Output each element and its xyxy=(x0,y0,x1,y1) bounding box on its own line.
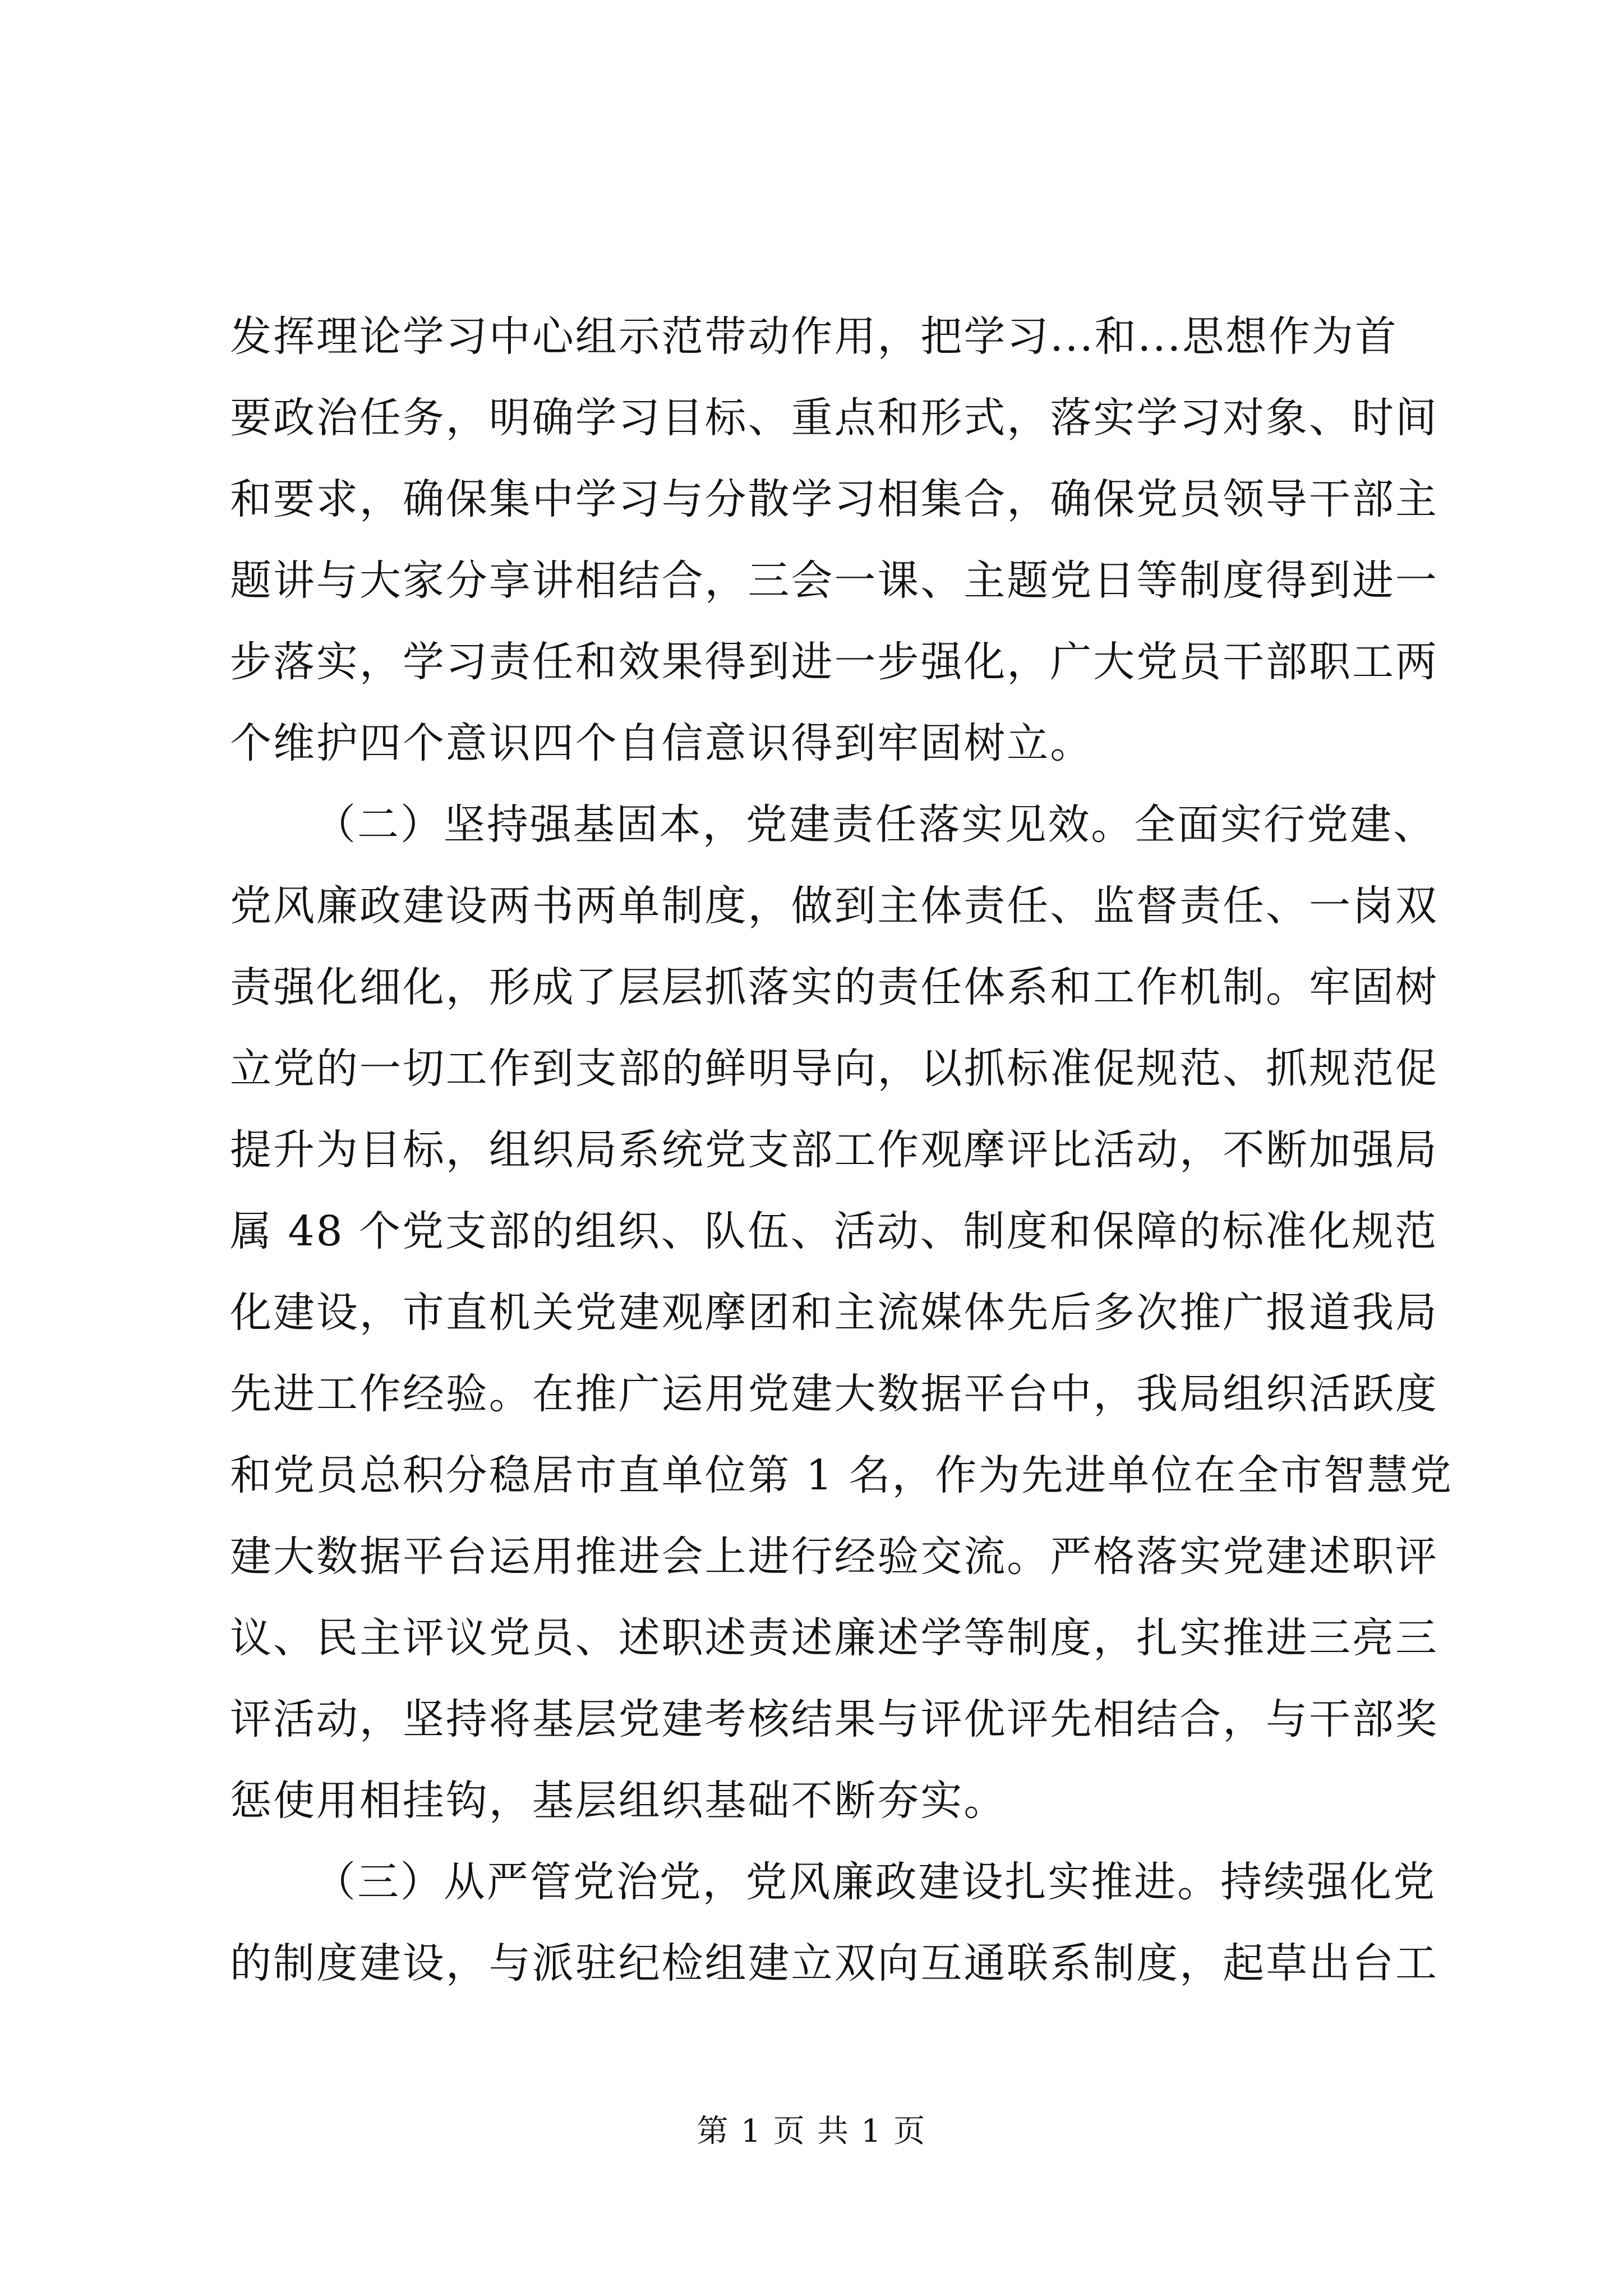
text-line: 先进工作经验。在推广运用党建大数据平台中，我局组织活跃度 xyxy=(230,1370,1438,1418)
text-line: 提升为目标，组织局系统党支部工作观摩评比活动，不断加强局 xyxy=(230,1126,1438,1174)
text-line: 属 48 个党支部的组织、队伍、活动、制度和保障的标准化规范 xyxy=(230,1207,1438,1255)
text-line: 步落实，学习责任和效果得到进一步强化，广大党员干部职工两 xyxy=(230,638,1438,686)
text-line: 发挥理论学习中心组示范带动作用，把学习...和...思想作为首 xyxy=(230,312,1398,361)
text-line: 化建设，市直机关党建观摩团和主流媒体先后多次推广报道我局 xyxy=(230,1289,1438,1337)
text-line: 建大数据平台运用推进会上进行经验交流。严格落实党建述职评 xyxy=(230,1533,1438,1581)
text-line: 惩使用相挂钩，基层组织基础不断夯实。 xyxy=(230,1777,1007,1825)
text-line: 议、民主评议党员、述职述责述廉述学等制度，扎实推进三亮三 xyxy=(230,1614,1438,1662)
section-heading-line: （二）坚持强基固本，党建责任落实见效。全面实行党建、 xyxy=(314,800,1436,849)
text-line: 评活动，坚持将基层党建考核结果与评优评先相结合，与干部奖 xyxy=(230,1695,1438,1743)
text-line: 的制度建设，与派驻纪检组建立双向互通联系制度，起草出台工 xyxy=(230,1939,1438,1987)
text-line: 个维护四个意识四个自信意识得到牢固树立。 xyxy=(230,719,1094,767)
text-line: 和党员总积分稳居市直单位第 1 名，作为先进单位在全市智慧党 xyxy=(230,1451,1453,1499)
text-line: 责强化细化，形成了层层抓落实的责任体系和工作机制。牢固树 xyxy=(230,963,1438,1011)
text-line: 要政治任务，明确学习目标、重点和形式，落实学习对象、时间 xyxy=(230,394,1438,442)
page-footer: 第 1 页 共 1 页 xyxy=(697,2113,926,2150)
text-line: 题讲与大家分享讲相结合，三会一课、主题党日等制度得到进一 xyxy=(230,556,1438,605)
section-heading-line: （三）从严管党治党，党风廉政建设扎实推进。持续强化党 xyxy=(314,1858,1436,1906)
text-line: 立党的一切工作到支部的鲜明导向，以抓标准促规范、抓规范促 xyxy=(230,1045,1438,1093)
text-line: 和要求，确保集中学习与分散学习相集合，确保党员领导干部主 xyxy=(230,475,1438,523)
text-line: 党风廉政建设两书两单制度，做到主体责任、监督责任、一岗双 xyxy=(230,882,1438,930)
